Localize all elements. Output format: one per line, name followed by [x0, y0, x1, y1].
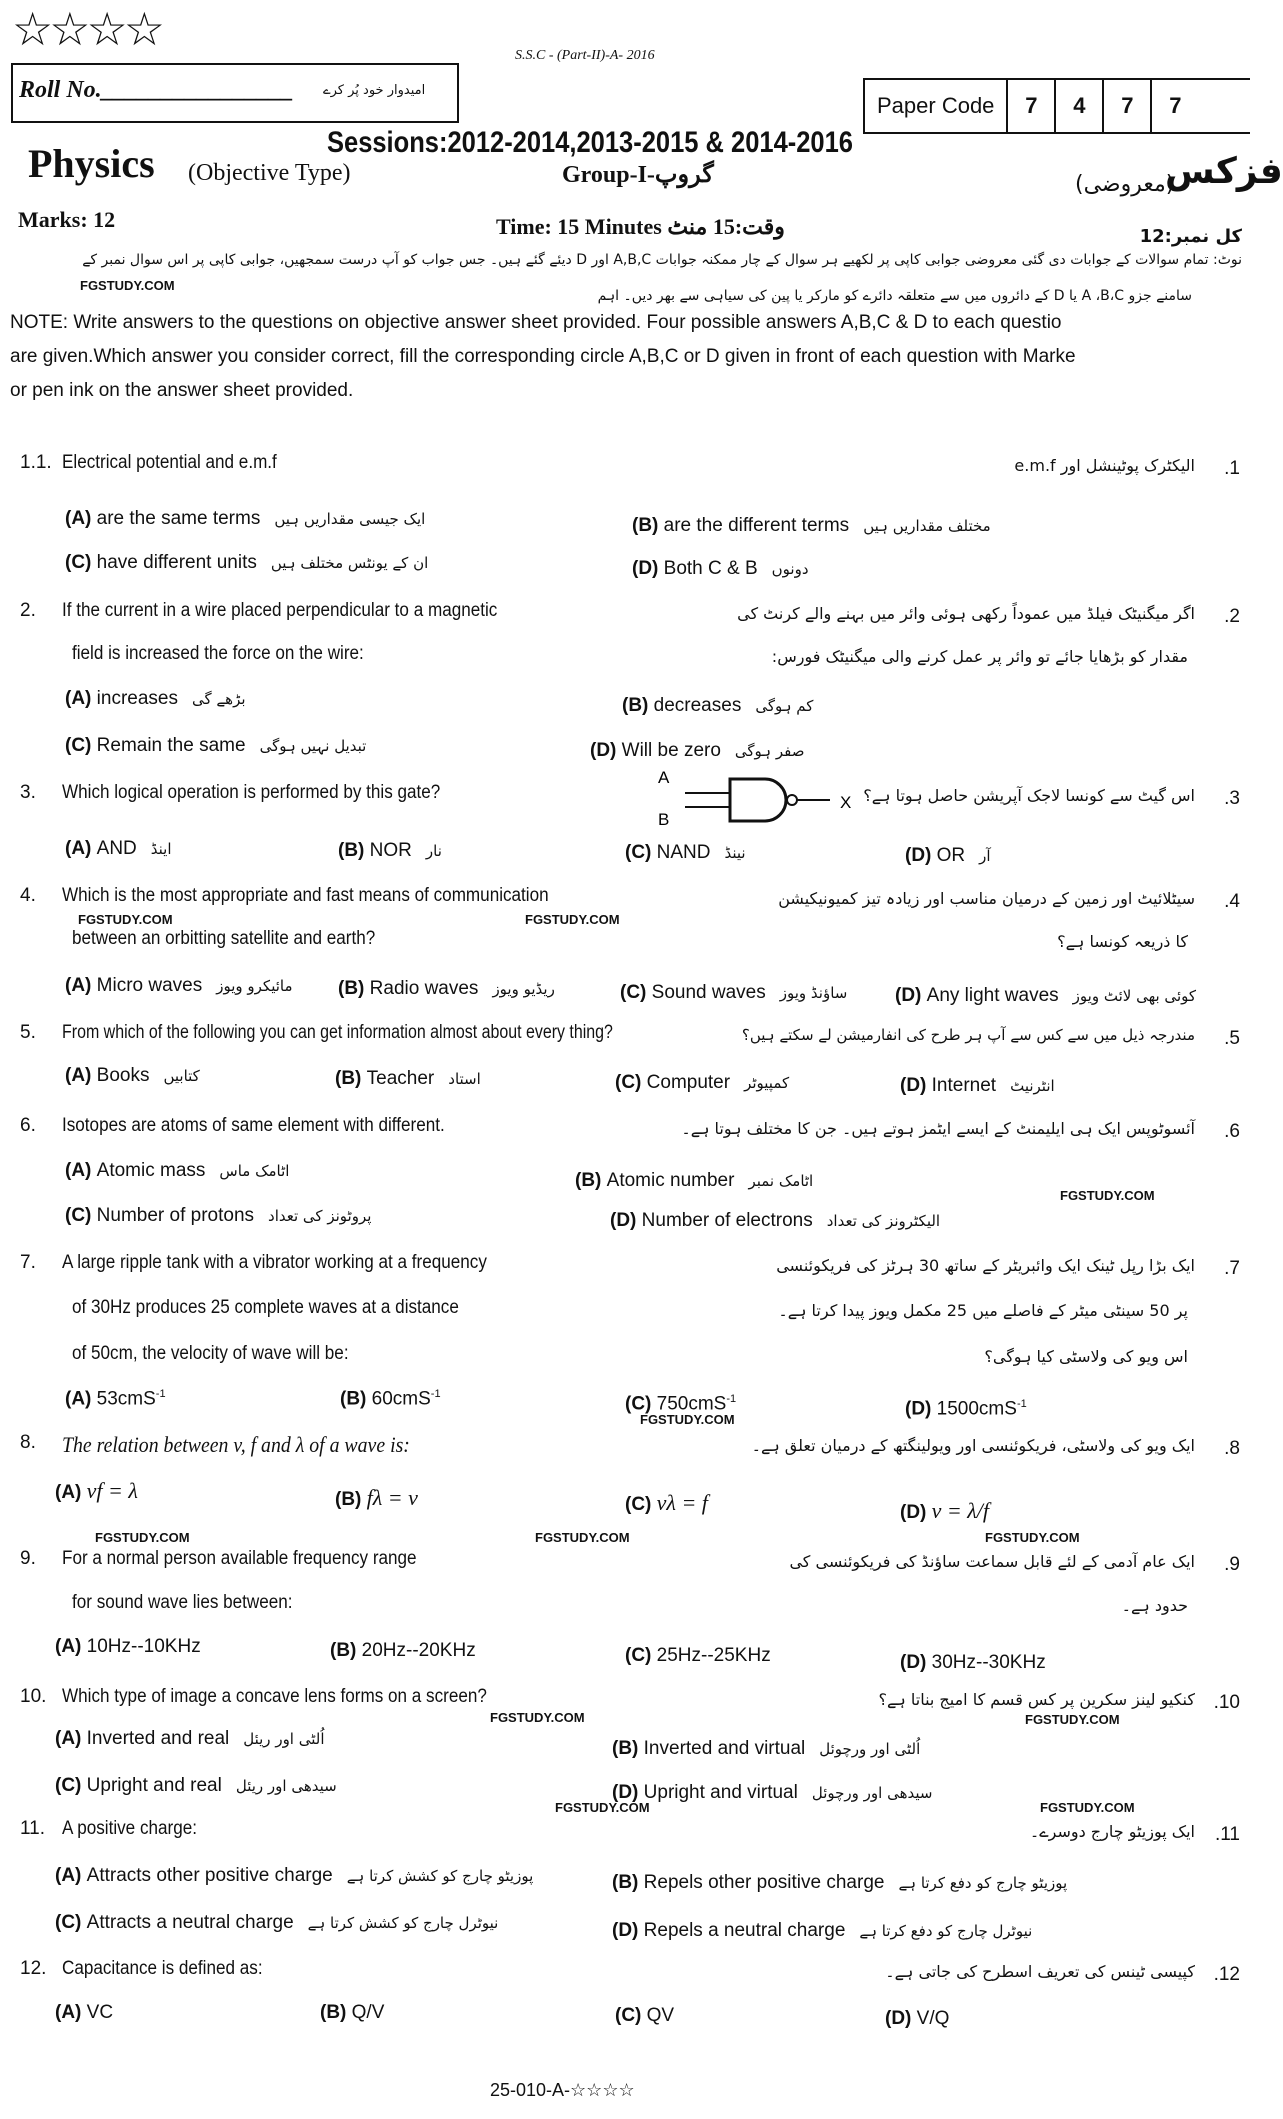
question-text: A positive charge: [62, 1818, 197, 1839]
option-text: 53cmS [96, 1388, 156, 1410]
option-urdu: نار [425, 842, 442, 860]
option-label: (B) [612, 1738, 644, 1759]
question-urdu: اس ویو کی ولاسٹی کیا ہوگی؟ [984, 1347, 1188, 1366]
roll-number-urdu: امیدوار خود پُر کرے [323, 83, 426, 98]
paper-code-digit: 7 [1103, 80, 1151, 132]
option-label: (A) [65, 1388, 97, 1410]
option-label: (B) [335, 1489, 367, 1510]
option-c[interactable] [625, 1490, 708, 1516]
option-c[interactable] [625, 1645, 771, 1667]
exam-title: S.S.C - (Part-II)-A- 2016 [515, 48, 655, 63]
option-c[interactable] [55, 1775, 337, 1797]
option-text: AND [96, 838, 137, 859]
option-d[interactable] [900, 1075, 1055, 1097]
option-text: Computer [646, 1072, 731, 1093]
option-text: 10Hz--10KHz [86, 1636, 201, 1657]
option-urdu: اُلٹی اور ریئل [243, 1730, 325, 1748]
option-b[interactable] [340, 1388, 441, 1410]
option-label: (A) [55, 1865, 87, 1886]
option-label: (A) [55, 1728, 87, 1749]
option-urdu: سیدھی اور ریئل [235, 1777, 337, 1795]
question-text: field is increased the force on the wire: [72, 643, 364, 664]
question-number: 12. [20, 1958, 47, 1979]
option-a[interactable] [65, 508, 425, 530]
question-number-urdu: .3 [1224, 788, 1240, 809]
option-label: (A) [65, 975, 97, 996]
option-urdu: ریڈیو ویوز [492, 980, 555, 998]
roll-number-label[interactable]: Roll No.________________ [19, 77, 294, 103]
option-label: (A) [55, 1482, 87, 1503]
option-a[interactable] [65, 1065, 200, 1087]
option-label: (C) [55, 1912, 87, 1933]
question-text: Which type of image a concave lens forms on a screen? [62, 1686, 487, 1707]
question-text: From which of the following you can get information almost about every thing? [62, 1022, 613, 1043]
question-number: 4. [20, 885, 36, 906]
option-label: (D) [610, 1210, 642, 1231]
option-label: (B) [320, 2002, 352, 2023]
option-a[interactable] [65, 975, 293, 997]
option-text: VC [86, 2002, 114, 2023]
option-text: V/Q [916, 2008, 950, 2029]
option-a[interactable] [65, 1388, 166, 1410]
nand-gate-diagram [655, 765, 875, 835]
option-label: (C) [620, 982, 652, 1003]
option-d[interactable] [612, 1782, 932, 1804]
watermark: FGSTUDY.COM [1060, 1188, 1155, 1203]
question-text: of 30Hz produces 25 complete waves at a distance [72, 1297, 459, 1318]
question-number-urdu: .9 [1224, 1554, 1240, 1575]
question-urdu: اس گیٹ سے کونسا لاجک آپریشن حاصل ہوتا ہے؟ [863, 786, 1195, 805]
option-urdu: الیکٹرونز کی تعداد [826, 1212, 941, 1230]
option-label: (A) [55, 2002, 87, 2023]
footer-code: 25-010-A-☆☆☆☆ [490, 2080, 635, 2100]
option-label: (B) [612, 1872, 644, 1893]
question-number-urdu: .6 [1224, 1121, 1240, 1142]
question-text: Electrical potential and e.m.f [62, 452, 277, 473]
option-label: (D) [590, 740, 622, 761]
option-label: (D) [632, 558, 664, 579]
option-label: (C) [65, 552, 97, 573]
option-d[interactable] [885, 2008, 949, 2030]
option-text: NAND [656, 842, 711, 863]
watermark: FGSTUDY.COM [1040, 1800, 1135, 1815]
option-label: (D) [900, 1502, 932, 1523]
note-urdu-1: نوٹ: تمام سوالات کے جوابات دی گئی معروضی جوابی کاپی پر لکھیے ہر سوال کے چار ممکنہ جوابات A,B,C اور D دیئے گئے ہیں۔ جس جواب کو آپ درست سمجھیں، جوابی کاپی پر اس سوال نمبر کے [82, 252, 1242, 268]
option-urdu: ایک جیسی مقداریں ہیں [274, 510, 426, 528]
question-text: between an orbitting satellite and earth? [72, 928, 376, 949]
question-number: 6. [20, 1115, 36, 1136]
note-line-3: or pen ink on the answer sheet provided. [10, 380, 354, 401]
option-urdu: نینڈ [724, 844, 746, 862]
option-a[interactable] [55, 1865, 533, 1887]
option-b[interactable] [622, 695, 813, 717]
option-label: (B) [622, 695, 654, 716]
option-text: NOR [369, 840, 412, 861]
option-label: (B) [340, 1388, 372, 1410]
question-number-urdu: .2 [1224, 606, 1240, 627]
option-urdu: مائیکرو ویوز [216, 977, 293, 995]
option-text: 750cmS [656, 1393, 727, 1415]
option-a[interactable] [55, 1636, 201, 1658]
option-urdu: اُلٹی اور ورچوئل [819, 1740, 921, 1758]
question-number-urdu: .8 [1224, 1438, 1240, 1459]
note-line-1: NOTE: Write answers to the questions on objective answer sheet provided. Four possible answers A,B,C & D to each questio [10, 312, 1062, 333]
question-text: Which is the most appropriate and fast means of communication [62, 885, 549, 906]
option-c[interactable] [615, 1072, 789, 1094]
option-label: (D) [900, 1652, 932, 1673]
question-text: If the current in a wire placed perpendicular to a magnetic [62, 600, 498, 621]
option-text: Number of electrons [641, 1210, 813, 1231]
option-text: Both C & B [663, 558, 758, 579]
option-text: Upright and real [86, 1775, 222, 1796]
question-number-urdu: .4 [1224, 891, 1240, 912]
watermark: FGSTUDY.COM [78, 912, 173, 927]
option-urdu: پوزیٹو چارج کو دفع کرتا ہے [898, 1874, 1068, 1892]
paper-code-label: Paper Code [877, 93, 995, 118]
subject-type-urdu: (معروضی) [1075, 172, 1175, 197]
paper-code-box [863, 78, 1250, 134]
question-number: 3. [20, 782, 36, 803]
subject-urdu: فزکس [1165, 151, 1283, 192]
question-number-urdu: .5 [1224, 1028, 1240, 1049]
question-urdu: سیٹلائیٹ اور زمین کے درمیان مناسب اور زیادہ تیز کمیونیکیشن [778, 889, 1195, 908]
option-urdu: ان کے یونٹس مختلف ہیں [270, 554, 429, 572]
group-label: Group-I-گروپ [562, 162, 714, 188]
option-urdu: صفر ہوگی [734, 742, 805, 760]
option-b[interactable] [338, 840, 442, 862]
option-b[interactable] [575, 1170, 813, 1192]
option-text: Number of protons [96, 1205, 255, 1226]
option-urdu: اٹامک ماس [219, 1162, 290, 1180]
option-text: Sound waves [651, 982, 766, 1003]
question-number: 8. [20, 1432, 36, 1453]
option-text: Q/V [351, 2002, 385, 2023]
question-urdu: مندرجہ ذیل میں سے کس سے آپ ہر طرح کی انفارمیشن لے سکتے ہیں؟ [741, 1026, 1195, 1044]
option-b[interactable] [338, 978, 555, 1000]
watermark: FGSTUDY.COM [535, 1530, 630, 1545]
watermark: FGSTUDY.COM [1025, 1712, 1120, 1727]
option-label: (B) [575, 1170, 607, 1191]
question-urdu: ایک بڑا رپل ٹینک ایک وائبریٹر کے ساتھ 30 ہرٹز کی فریکوئنسی [776, 1256, 1195, 1275]
option-label: (C) [625, 1645, 657, 1666]
roll-number-box [11, 63, 459, 123]
option-c[interactable] [55, 1912, 498, 1934]
option-urdu: نیوٹرل چارج کو کشش کرتا ہے [307, 1914, 499, 1932]
option-text: Internet [931, 1075, 997, 1096]
option-label: (A) [65, 688, 97, 709]
option-label: (D) [885, 2008, 917, 2029]
question-text: A large ripple tank with a vibrator working at a frequency [62, 1252, 487, 1273]
option-label: (A) [65, 838, 97, 859]
option-text: vλ = f [656, 1490, 708, 1515]
option-d[interactable] [632, 558, 809, 580]
option-text: Teacher [366, 1068, 435, 1089]
question-urdu: کا ذریعہ کونسا ہے؟ [1057, 932, 1188, 951]
option-label: (A) [65, 508, 97, 529]
option-label: (D) [900, 1075, 932, 1096]
option-a[interactable] [65, 838, 172, 860]
question-urdu: کپیسی ٹینس کی تعریف اسطرح کی جاتی ہے۔ [885, 1962, 1195, 1981]
question-number: 5. [20, 1022, 36, 1043]
option-d[interactable] [612, 1920, 1032, 1942]
question-urdu: ایک پوزیٹو چارج دوسرے۔ [1029, 1822, 1195, 1841]
question-text: Isotopes are atoms of same element with different. [62, 1115, 445, 1136]
question-number: 2. [20, 600, 36, 621]
question-text: For a normal person available frequency range [62, 1548, 417, 1569]
option-text: Repels a neutral charge [643, 1920, 846, 1941]
question-text: of 50cm, the velocity of wave will be: [72, 1343, 349, 1364]
option-urdu: کمپیوٹر [744, 1074, 790, 1092]
option-urdu: پروٹونز کی تعداد [268, 1207, 372, 1225]
option-label: (D) [612, 1920, 644, 1941]
option-b[interactable] [335, 1068, 481, 1090]
question-urdu: مقدار کو بڑھایا جائے تو وائر پر عمل کرنے والی میگنیٹک فورس: [771, 647, 1188, 666]
option-text: Upright and virtual [643, 1782, 798, 1803]
option-text: have different units [96, 552, 257, 573]
option-urdu: اٹامک نمبر [748, 1172, 814, 1190]
option-label: (A) [65, 1065, 97, 1086]
option-label: (D) [612, 1782, 644, 1803]
question-number-urdu: .1 [1224, 458, 1240, 479]
question-number: 11. [20, 1818, 46, 1839]
option-label: (C) [65, 1205, 97, 1226]
option-urdu: نیوٹرل چارج کو دفع کرتا ہے [859, 1922, 1033, 1940]
option-label: (C) [65, 735, 97, 756]
option-text: Attracts a neutral charge [86, 1912, 294, 1933]
option-text: Any light waves [926, 985, 1059, 1006]
question-text: for sound wave lies between: [72, 1592, 293, 1613]
option-text: Books [96, 1065, 150, 1086]
option-label: (C) [625, 1494, 657, 1515]
sessions: Sessions:2012-2014,2013-2015 & 2014-2016 [327, 126, 853, 159]
option-urdu: پوزیٹو چارج کو کشش کرتا ہے [346, 1867, 534, 1885]
gate-input-b: B [658, 810, 670, 829]
gate-body [730, 779, 786, 821]
question-number-urdu: .7 [1224, 1258, 1240, 1279]
gate-output-x: X [840, 793, 852, 812]
option-text: increases [96, 688, 178, 709]
question-urdu: الیکٹرک پوٹینشل اور e.m.f [1014, 456, 1195, 475]
watermark: FGSTUDY.COM [525, 912, 620, 927]
question-text: Capacitance is defined as: [62, 1958, 263, 1979]
option-text: vf = λ [86, 1478, 138, 1503]
option-c[interactable] [65, 735, 366, 757]
option-text: Attracts other positive charge [86, 1865, 333, 1886]
option-text: Inverted and virtual [643, 1738, 806, 1759]
note-urdu-2: سامنے جزو A ،B،C یا D کے دائروں میں سے متعلقہ دائرے کو مارکر یا پین کی سیاہی سے بھر دیں۔ اہم [597, 288, 1192, 304]
option-c[interactable] [625, 842, 746, 864]
question-number: 10. [20, 1686, 47, 1707]
option-urdu: بڑھے گی [191, 690, 246, 708]
option-d[interactable] [610, 1210, 940, 1232]
option-c[interactable] [65, 552, 428, 574]
watermark: FGSTUDY.COM [80, 278, 175, 293]
question-number: 7. [20, 1252, 36, 1273]
option-d[interactable] [590, 740, 804, 762]
question-urdu: پر 50 سینٹی میٹر کے فاصلے میں 25 مکمل ویوز پیدا کرتا ہے۔ [778, 1301, 1188, 1320]
option-text: 25Hz--25KHz [656, 1645, 771, 1666]
option-label: (C) [55, 1775, 87, 1796]
option-urdu: اینڈ [150, 840, 172, 858]
option-b[interactable] [320, 2002, 384, 2024]
note-line-2: are given.Which answer you consider correct, fill the corresponding circle A,B,C or D given in front of each question with Marke [10, 346, 1076, 367]
option-c[interactable] [615, 2005, 674, 2027]
option-label: (A) [55, 1636, 87, 1657]
option-urdu: دونوں [771, 560, 809, 578]
option-urdu: ساؤنڈ ویوز [779, 984, 848, 1002]
watermark: FGSTUDY.COM [490, 1710, 585, 1725]
paper-code-digit: 4 [1055, 80, 1103, 132]
option-text: Atomic number [606, 1170, 735, 1191]
option-text: are the different terms [663, 515, 850, 536]
option-urdu: سیدھی اور ورچوئل [811, 1784, 933, 1802]
option-label: (C) [615, 1072, 647, 1093]
watermark: FGSTUDY.COM [985, 1530, 1080, 1545]
option-text: Inverted and real [86, 1728, 230, 1749]
question-urdu: ایک ویو کی ولاسٹی، فریکوئنسی اور ویولینگتھ کے درمیان تعلق ہے۔ [751, 1436, 1195, 1455]
option-text: Atomic mass [96, 1160, 206, 1181]
time: Time: 15 Minutes وقت:15 منٹ [496, 214, 785, 239]
option-label: (B) [335, 1068, 367, 1089]
option-label: (D) [905, 845, 937, 866]
question-number: 1.1. [20, 452, 52, 473]
subject-type: (Objective Type) [188, 160, 351, 186]
option-urdu: مختلف مقداریں ہیں [863, 517, 991, 535]
watermark: FGSTUDY.COM [640, 1412, 735, 1427]
question-urdu: اگر میگنیٹک فیلڈ میں عموداً رکھی ہوئی وائر میں بہنے والے کرنٹ کی [737, 604, 1195, 623]
subject-title: Physics [28, 141, 155, 186]
gate-input-a: A [658, 768, 670, 787]
question-number-urdu: .12 [1213, 1964, 1240, 1985]
option-text: Remain the same [96, 735, 246, 756]
option-text: decreases [653, 695, 742, 716]
option-urdu: کتابیں [163, 1067, 200, 1085]
option-a[interactable] [55, 2002, 113, 2024]
option-d[interactable] [895, 985, 1196, 1007]
question-text: Which logical operation is performed by this gate? [62, 782, 441, 803]
question-urdu: آئسوٹوپس ایک ہی ایلیمنٹ کے ایسے ایٹمز ہوتے ہیں۔ جن کا مختلف ہوتا ہے۔ [681, 1119, 1195, 1138]
stars: ☆☆☆☆ [12, 3, 161, 55]
option-text: fλ = v [366, 1485, 418, 1510]
superscript: -1 [430, 1388, 441, 1400]
option-label: (B) [338, 840, 370, 861]
option-label: (C) [615, 2005, 647, 2026]
gate-bubble [787, 795, 797, 805]
option-b[interactable] [632, 515, 991, 537]
option-d[interactable] [900, 1652, 1046, 1674]
option-d[interactable] [900, 1498, 989, 1524]
option-text: Radio waves [369, 978, 479, 999]
option-d[interactable] [905, 1398, 1027, 1420]
option-text: 1500cmS [936, 1398, 1017, 1420]
option-urdu: استاد [448, 1070, 481, 1088]
option-a[interactable] [55, 1728, 325, 1750]
question-urdu: ایک عام آدمی کے لئے قابل سماعت ساؤنڈ کی فریکوئنسی کی [789, 1552, 1195, 1571]
option-a[interactable] [65, 1160, 289, 1182]
option-b[interactable] [612, 1738, 920, 1760]
paper-code-digit: 7 [1007, 80, 1055, 132]
option-urdu: تبدیل نہیں ہوگی [259, 737, 367, 755]
watermark: FGSTUDY.COM [95, 1530, 190, 1545]
option-text: QV [646, 2005, 675, 2026]
question-number: 9. [20, 1548, 36, 1569]
question-text: The relation between v, f and λ of a wave is: [62, 1432, 410, 1457]
option-c[interactable] [620, 982, 847, 1004]
watermark: FGSTUDY.COM [555, 1800, 650, 1815]
option-label: (D) [895, 985, 927, 1006]
option-label: (A) [65, 1160, 97, 1181]
superscript: -1 [1016, 1398, 1027, 1410]
option-text: are the same terms [96, 508, 261, 529]
option-text: OR [936, 845, 966, 866]
option-urdu: کوئی بھی لائٹ ویوز [1072, 987, 1197, 1005]
option-text: Will be zero [621, 740, 721, 761]
option-c[interactable] [65, 1205, 371, 1227]
question-urdu: کنکیو لینز سکرین پر کس قسم کا امیج بناتا ہے؟ [878, 1690, 1195, 1709]
superscript: -1 [726, 1393, 737, 1405]
option-label: (C) [625, 1393, 657, 1415]
option-text: v = λ/f [931, 1498, 990, 1523]
paper-code-digit: 7 [1151, 80, 1198, 132]
marks: Marks: 12 [18, 207, 116, 232]
option-text: 20Hz--20KHz [361, 1640, 476, 1661]
option-label: (D) [905, 1398, 937, 1420]
question-number-urdu: .10 [1213, 1692, 1240, 1713]
marks-urdu: کل نمبر:12 [1139, 226, 1242, 247]
option-urdu: انٹرنیٹ [1010, 1077, 1055, 1095]
option-label: (B) [338, 978, 370, 999]
option-urdu: کم ہوگی [755, 697, 814, 715]
question-number-urdu: .11 [1214, 1824, 1240, 1845]
option-text: Micro waves [96, 975, 203, 996]
question-urdu: حدود ہے۔ [1121, 1596, 1188, 1615]
option-a[interactable] [65, 688, 246, 710]
superscript: -1 [155, 1388, 166, 1400]
option-urdu: آر [979, 847, 991, 865]
option-text: 60cmS [371, 1388, 431, 1410]
option-b[interactable] [330, 1640, 476, 1662]
option-a[interactable] [55, 1478, 138, 1504]
option-label: (B) [632, 515, 664, 536]
option-label: (B) [330, 1640, 362, 1661]
option-b[interactable] [335, 1485, 418, 1511]
option-d[interactable] [905, 845, 991, 867]
option-b[interactable] [612, 1872, 1067, 1894]
option-text: 30Hz--30KHz [931, 1652, 1046, 1673]
option-label: (C) [625, 842, 657, 863]
option-text: Repels other positive charge [643, 1872, 885, 1893]
